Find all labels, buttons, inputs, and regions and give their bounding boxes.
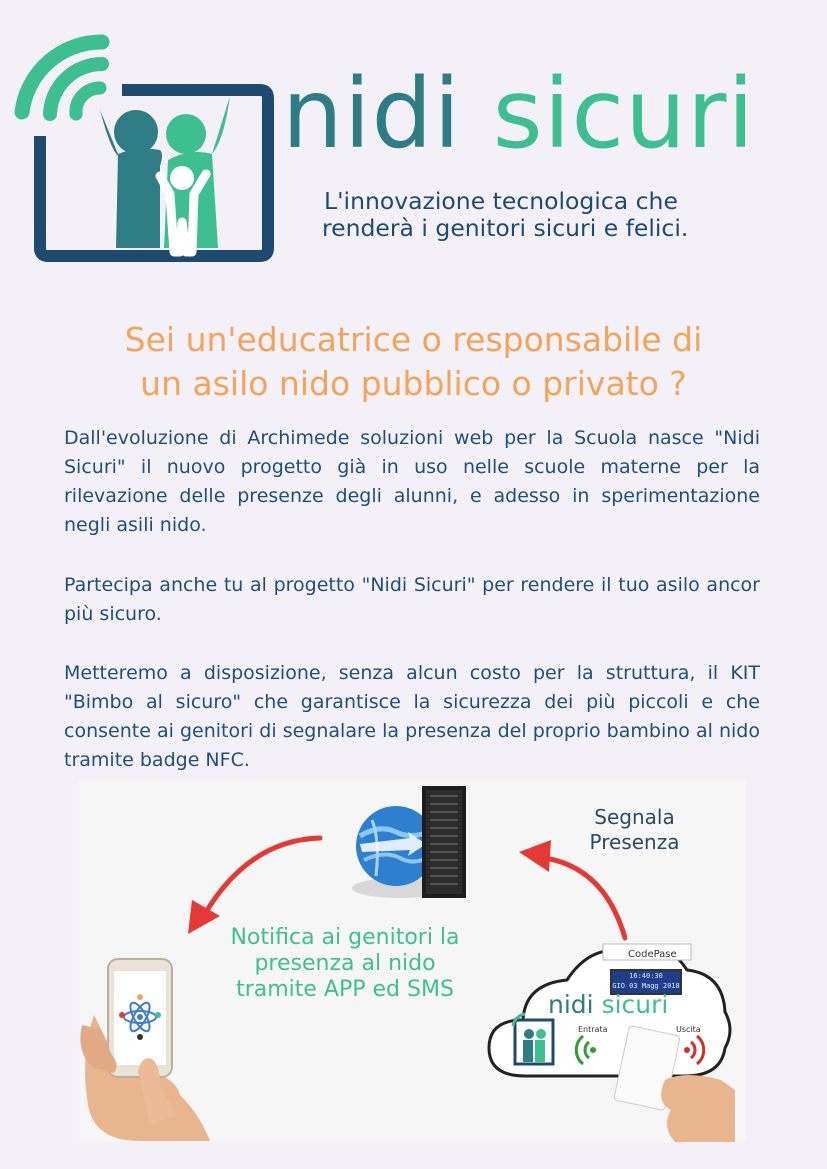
notify-label [210,925,480,1003]
tagline-line1: L'innovazione tecnologica che [324,187,678,215]
signal-presence-label [572,805,697,855]
cloud-brand-word2: sicuri [601,990,669,1019]
brand-title-word2: sicuri [492,58,756,170]
arrow-to-phone-icon [180,830,330,940]
entrata-label: Entrata [578,1025,608,1034]
globe-server-icon [350,780,470,905]
notify-line2: presenza al nido [254,951,436,976]
uscita-label: Uscita [676,1025,701,1034]
family-wifi-frame-icon [14,36,276,264]
headline-line1: Sei un'educatrice o responsabile di [124,320,703,359]
cloud-brand-word1: nidi [548,990,594,1019]
brand-title [282,58,756,170]
tagline [322,188,688,242]
signal-line2: Presenza [589,830,680,854]
headline [40,318,787,406]
signal-line1: Segnala [594,805,675,829]
hand-smartphone-icon [80,955,215,1142]
tagline-line2: renderà i genitori sicuri e felici. [322,214,689,242]
reader-date: GIO 03 Magg 2018 [612,982,680,990]
notify-line3: tramite APP ed SMS [236,977,454,1002]
cloud-brand [548,992,668,1017]
kit-paragraph: Metteremo a disposizione, senza alcun costo per la struttura, il KIT "Bimbo al sicuro" che garantisce la sicurezza dei più piccoli e che consente ai genitori di segnalare la presenza del proprio bambino al nido tramite badge NFC. [64,662,760,771]
brand-title-word1: nidi [282,58,462,170]
intro-paragraph: Dall'evoluzione di Archimede soluzioni web per la Scuola nasce "Nidi Sicuri" il nuovo progetto già in uso nelle scuole materne per la rilevazione delle presenze degli alunni, e adesso in sperimentazione negli asili nido. [64,427,760,536]
reader-brand: CodePase [628,949,677,960]
cloud-nfc-kit-icon [485,930,735,1142]
headline-line2: un asilo nido pubblico o privato ? [140,364,687,403]
reader-time: 16:40:30 [629,972,663,980]
participate-paragraph: Partecipa anche tu al progetto "Nidi Sicuri" per rendere il tuo asilo ancor più sicuro. [64,574,760,625]
notify-line1: Notifica ai genitori la [230,925,460,950]
